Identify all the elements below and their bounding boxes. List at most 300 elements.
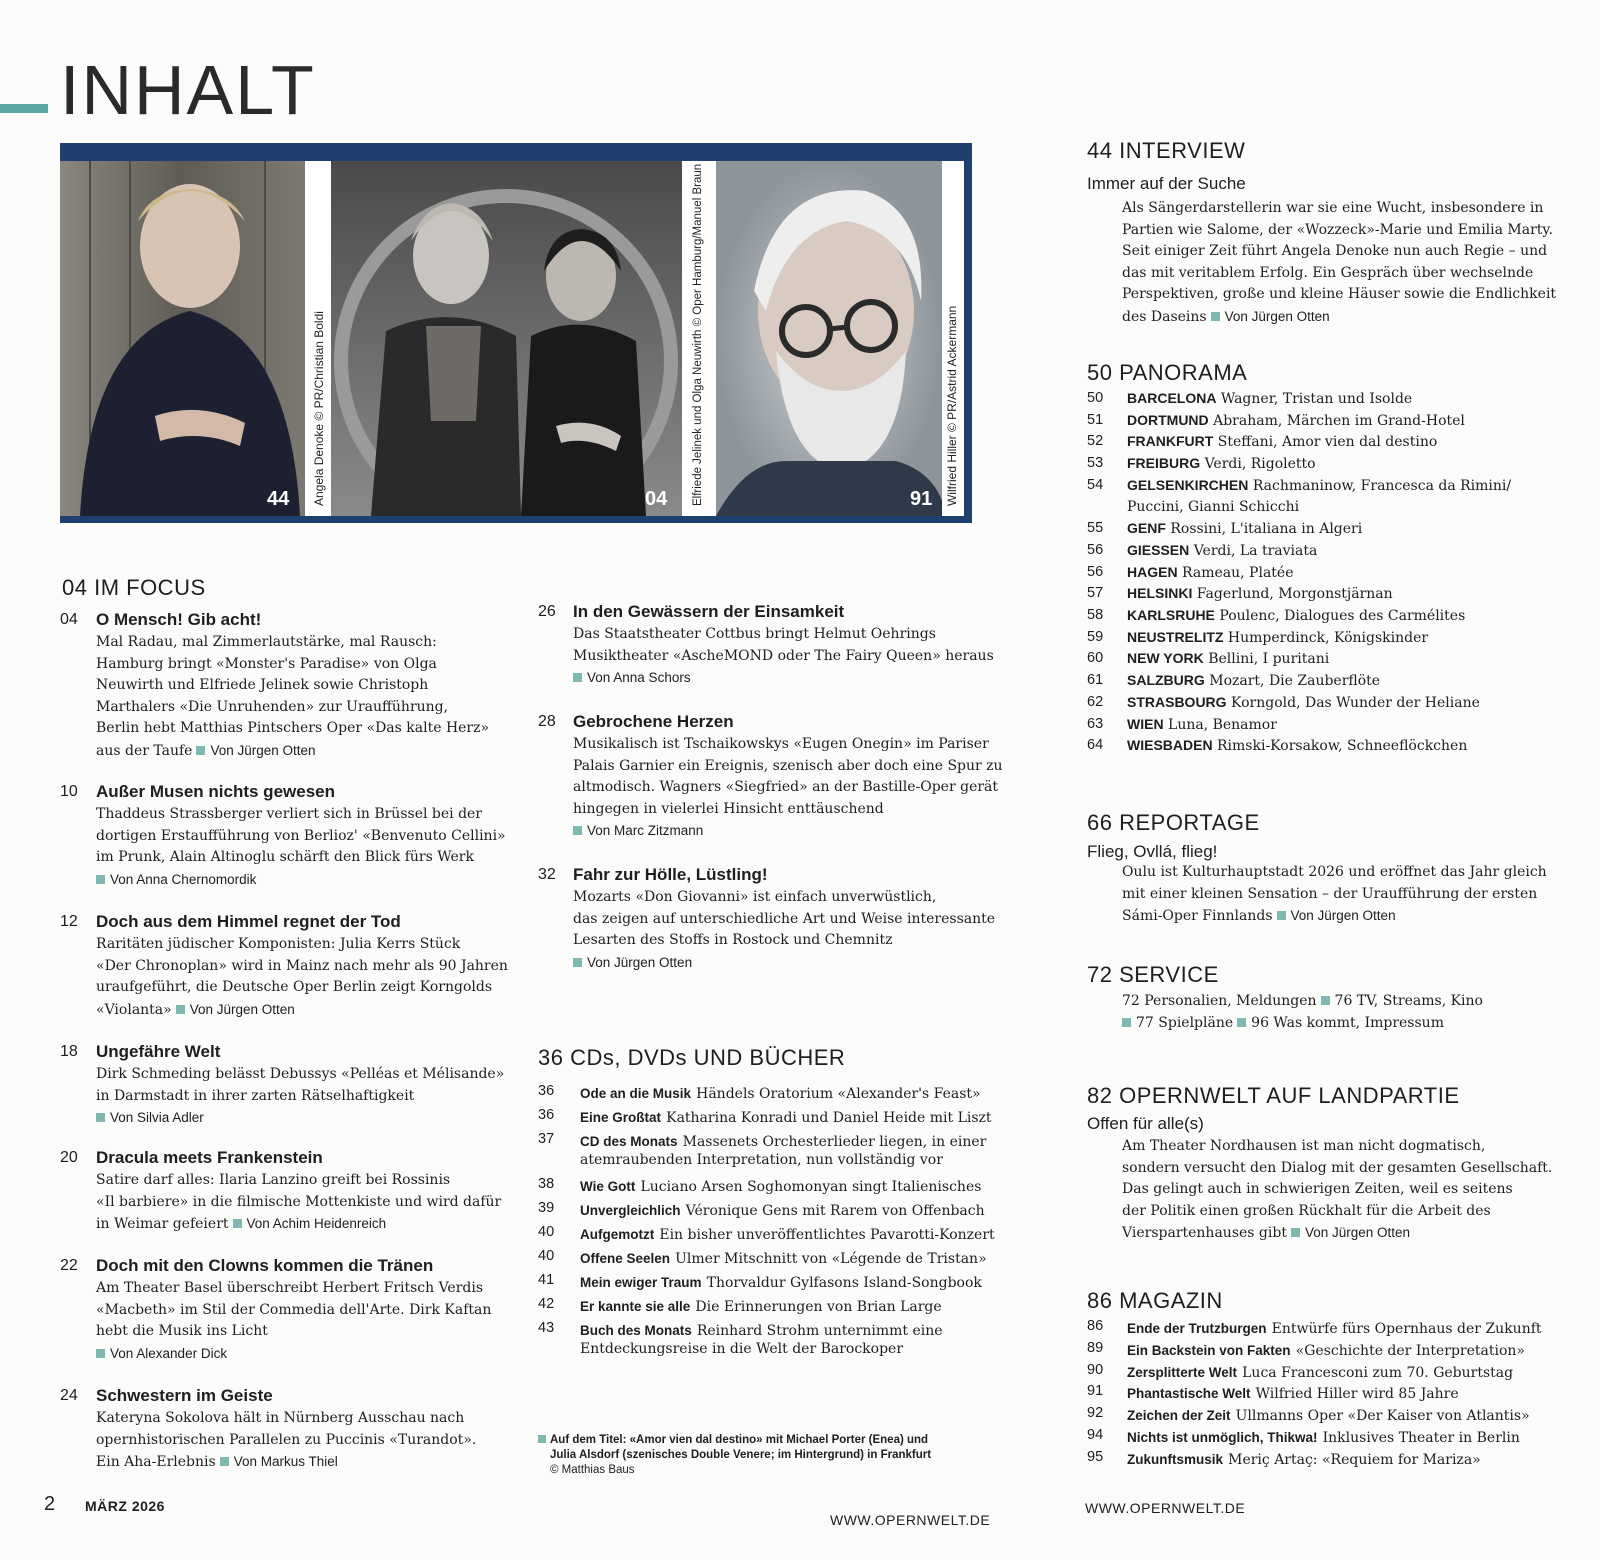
teaser-line: hebt die Musik ins Licht	[96, 1323, 268, 1339]
magazin-page-number: 91	[1087, 1383, 1104, 1400]
cover-note	[538, 1433, 931, 1478]
teaser-line: Satire darf alles: Ilaria Lanzino greift bei Rossinis	[96, 1172, 451, 1188]
article-title[interactable]: O Mensch! Gib acht!	[96, 610, 262, 629]
teaser-line: das zeigen auf unterschiedliche Art und Weise interessante	[573, 910, 996, 927]
cd-entry	[580, 1107, 992, 1126]
section-heading-reportage: 66 REPORTAGE	[1087, 810, 1260, 835]
panorama-item[interactable]	[1087, 672, 1567, 694]
teaser-line: Lesarten des Stoffs in Rostock und Chemnitz	[573, 932, 893, 948]
bullet-square	[1237, 1018, 1246, 1027]
magazin-description: Entwürfe fürs Opernhaus der Zukunft	[1271, 1321, 1542, 1337]
magazin-entry	[1127, 1427, 1520, 1446]
teaser-line: dortigen Erstaufführung von Berlioz' «Benvenuto Cellini»	[96, 827, 506, 844]
article-title[interactable]: In den Gewässern der Einsamkeit	[573, 602, 845, 621]
magazin-description: Luca Francesconi zum 70. Geburtstag	[1242, 1364, 1514, 1381]
bullet-square	[96, 875, 105, 884]
interview-title[interactable]: Immer auf der Suche	[1087, 174, 1246, 193]
article-title[interactable]: Außer Musen nichts gewesen	[96, 782, 335, 801]
cover-note-line-1: Auf dem Titel: «Amor vien dal destino» mit Michael Porter (Enea) und	[550, 1434, 929, 1446]
magazin-page-number: 90	[1087, 1361, 1104, 1378]
teaser-line: in Darmstadt in ihrer zarten Rätselhaftigkeit	[96, 1087, 415, 1104]
cd-entry	[580, 1320, 943, 1339]
panorama-work: Rameau, Platée	[1182, 564, 1294, 581]
magazin-entry	[1127, 1449, 1481, 1468]
teaser-line: «Il barbiere» in die filmische Mottenkiste und wird dafür	[96, 1193, 502, 1210]
panorama-city: NEUSTRELITZ	[1127, 628, 1224, 645]
cd-description: Katharina Konradi und Daniel Heide mit Liszt	[666, 1110, 992, 1126]
panorama-page-number: 52	[1087, 433, 1104, 450]
article-teaser	[96, 1408, 476, 1474]
panorama-city: FRANKFURT	[1127, 433, 1214, 450]
bullet-square	[220, 1457, 229, 1466]
cd-description-continued: atemraubenden Interpretation, nun vollständig vor	[580, 1152, 943, 1168]
panorama-work: Wagner, Tristan und Isolde	[1220, 391, 1413, 407]
panorama-work-continued: Puccini, Gianni Schicchi	[1127, 498, 1300, 515]
magazin-page-number: 86	[1087, 1318, 1104, 1334]
panorama-entry	[1127, 672, 1380, 689]
article-teaser	[96, 1170, 501, 1236]
panorama-work: Mozart, Die Zauberflöte	[1209, 673, 1381, 690]
article-page-number: 26	[538, 603, 556, 620]
article-teaser	[96, 1064, 504, 1130]
article-title[interactable]: Fahr zur Hölle, Lüstling!	[573, 865, 768, 884]
cd-title: CD des Monats	[580, 1134, 678, 1149]
bullet-square	[573, 958, 582, 967]
article-byline: Von Marc Zitzmann	[587, 823, 704, 838]
cd-title: Offene Seelen	[580, 1251, 671, 1266]
cd-title: Buch des Monats	[580, 1323, 692, 1338]
panorama-entry	[1127, 433, 1437, 450]
body-line: des Daseins Von Jürgen Otten	[1122, 308, 1330, 325]
panorama-city: HELSINKI	[1127, 585, 1193, 602]
photo-page-number-1: 44	[267, 488, 290, 510]
panorama-entry	[1127, 542, 1317, 559]
article-byline: Von Jürgen Otten	[1290, 908, 1396, 923]
cd-page-number: 36	[538, 1107, 555, 1123]
panorama-item[interactable]	[1087, 737, 1567, 759]
article-title[interactable]: Schwestern im Geiste	[96, 1386, 273, 1405]
article-byline: Von Anna Chernomordik	[110, 871, 257, 887]
cd-title: Mein ewiger Traum	[580, 1275, 702, 1290]
cd-entry	[580, 1296, 942, 1315]
cd-title: Aufgemotzt	[580, 1227, 655, 1242]
magazin-description: Inklusives Theater in Berlin	[1322, 1430, 1520, 1446]
service-item-tv[interactable]: 76 TV, Streams, Kino	[1334, 993, 1483, 1009]
article-title[interactable]: Doch mit den Clowns kommen die Tränen	[96, 1256, 434, 1275]
magazin-page-number: 89	[1087, 1339, 1104, 1356]
cd-description: Véronique Gens mit Rarem von Offenbach	[685, 1203, 985, 1219]
magazin-entry	[1127, 1340, 1525, 1359]
section-heading-interview: 44 INTERVIEW	[1087, 138, 1246, 163]
panorama-entry	[1127, 694, 1480, 711]
body-line: Am Theater Nordhausen ist man nicht dogmatisch,	[1122, 1138, 1486, 1154]
panorama-city: GELSENKIRCHEN	[1127, 476, 1249, 493]
body-line: Vierspartenhauses gibt Von Jürgen Otten	[1122, 1225, 1411, 1241]
website-link-right[interactable]: WWW.OPERNWELT.DE	[1085, 1500, 1246, 1516]
cd-page-number: 38	[538, 1176, 555, 1192]
panorama-city: KARLSRUHE	[1127, 607, 1215, 623]
cd-description: Thorvaldur Gylfasons Island-Songbook	[706, 1275, 982, 1291]
panorama-city: STRASBOURG	[1127, 693, 1227, 710]
panorama-work: Poulenc, Dialogues des Carmélites	[1219, 608, 1466, 624]
bullet-square	[1122, 1018, 1131, 1027]
teaser-line: opernhistorischen Parallelen zu Puccinis «Turandot».	[96, 1431, 477, 1448]
panorama-work: Rachmaninow, Francesca da Rimini/	[1252, 477, 1512, 494]
panorama-city: FREIBURG	[1127, 455, 1201, 472]
teaser-line: Am Theater Basel überschreibt Herbert Fritsch Verdis	[96, 1280, 484, 1296]
panorama-page-number: 60	[1087, 650, 1104, 667]
issue-date: MÄRZ 2026	[85, 1498, 165, 1514]
panorama-item[interactable]	[1087, 542, 1567, 564]
teaser-line: in Weimar gefeiert Von Achim Heidenreich	[96, 1216, 387, 1232]
article-byline: Von Jürgen Otten	[587, 954, 693, 970]
panorama-item[interactable]	[1087, 585, 1567, 607]
bullet-square	[196, 746, 205, 755]
magazin-page-number: 92	[1087, 1405, 1104, 1422]
cd-title: Wie Gott	[580, 1179, 636, 1194]
panorama-work: Verdi, Rigoletto	[1204, 456, 1316, 473]
teaser-line: Ein Aha-Erlebnis Von Markus Thiel	[96, 1454, 338, 1470]
panorama-item[interactable]	[1087, 564, 1567, 586]
magazin-description: Ullmanns Oper «Der Kaiser von Atlantis»	[1235, 1408, 1530, 1425]
photo-caption-3: Wilfried Hiller © PR/Astrid Ackermann	[945, 305, 959, 506]
panorama-page-number: 53	[1087, 455, 1104, 472]
website-link-left[interactable]: WWW.OPERNWELT.DE	[830, 1512, 991, 1528]
panorama-item[interactable]	[1087, 607, 1567, 629]
teaser-line: Berlin hebt Matthias Pintschers Oper «Das kalte Herz»	[96, 720, 490, 736]
panorama-page-number: 57	[1087, 585, 1104, 602]
panorama-page-number: 51	[1087, 411, 1104, 428]
article-page-number: 20	[60, 1149, 78, 1166]
cd-page-number: 40	[538, 1224, 555, 1240]
cd-entry	[580, 1200, 985, 1219]
teaser-line: Mal Radau, mal Zimmerlautstärke, mal Rausch:	[96, 634, 437, 650]
magazin-title: Ein Backstein von Fakten	[1127, 1342, 1291, 1358]
cd-entry	[580, 1131, 986, 1150]
bullet-square	[538, 1435, 546, 1443]
panorama-work: Humperdinck, Königskinder	[1227, 629, 1429, 646]
teaser-line: Marthalers «Die Unruhenden» zur Uraufführung,	[96, 698, 449, 715]
cd-entry	[580, 1248, 987, 1267]
bullet-square	[176, 1005, 185, 1014]
teaser-line: hingegen in vielerlei Hinsicht enttäuschend	[573, 800, 884, 817]
panorama-page-number: 58	[1087, 607, 1104, 623]
magazin-title: Nichts ist unmöglich, Thikwa!	[1127, 1430, 1318, 1445]
panorama-city: WIEN	[1127, 715, 1164, 732]
panorama-entry	[1127, 564, 1294, 581]
panorama-page-number: 64	[1087, 737, 1104, 754]
bullet-square	[1291, 1228, 1300, 1237]
panorama-item[interactable]	[1087, 520, 1567, 542]
panorama-item[interactable]	[1087, 629, 1567, 651]
page-number: 2	[44, 1493, 56, 1515]
panorama-work: Verdi, La traviata	[1193, 542, 1318, 559]
panorama-item[interactable]	[1087, 477, 1567, 499]
panorama-entry	[1127, 477, 1511, 494]
byline-line	[96, 869, 506, 892]
photo-page-number-2: 04	[645, 488, 668, 510]
body-line: mit einer kleinen Sensation – der Uraufführung der ersten	[1122, 885, 1538, 902]
article-title[interactable]: Ungefähre Welt	[96, 1042, 221, 1061]
panorama-page-number: 62	[1087, 693, 1104, 710]
magazin-title: Ende der Trutzburgen	[1127, 1321, 1267, 1336]
magazin-page-number: 94	[1087, 1427, 1104, 1443]
landpartie-title[interactable]: Offen für alle(s)	[1087, 1114, 1204, 1133]
byline-line	[573, 667, 994, 690]
article-byline: Von Markus Thiel	[233, 1454, 338, 1469]
body-line: Das gelingt auch in schwierigen Zeiten, weil es seitens	[1122, 1181, 1513, 1197]
cd-description: Reinhard Strohm unternimmt eine	[696, 1323, 943, 1339]
teaser-line: Das Staatstheater Cottbus bringt Helmut Oehrings	[573, 626, 936, 642]
article-byline: Von Silvia Adler	[110, 1110, 204, 1125]
panorama-entry	[1127, 737, 1467, 754]
magazin-entry	[1127, 1383, 1459, 1402]
article-teaser	[573, 734, 1003, 843]
section-heading-cds: 36 CDs, DVDs UND BÜCHER	[538, 1045, 846, 1070]
cd-description: Die Erinnerungen von Brian Large	[695, 1299, 942, 1315]
cd-list	[538, 1083, 998, 1373]
article-teaser	[96, 1278, 491, 1365]
cd-page-number: 42	[538, 1296, 555, 1312]
service-item-impressum[interactable]: 96 Was kommt, Impressum	[1251, 1014, 1444, 1031]
article-teaser	[573, 887, 995, 974]
body-line: Seit einiger Zeit führt Angela Denoke nun auch Regie – und	[1122, 243, 1548, 259]
cd-page-number: 43	[538, 1320, 555, 1336]
magazin-description: «Geschichte der Interpretation»	[1295, 1342, 1525, 1359]
panorama-city: GIESSEN	[1127, 541, 1190, 558]
section-heading-magazin: 86 MAGAZIN	[1087, 1288, 1223, 1313]
magazin-description: Wilfried Hiller wird 85 Jahre	[1255, 1386, 1459, 1403]
panorama-work: Abraham, Märchen im Grand-Hotel	[1213, 412, 1465, 429]
panorama-page-number: 56	[1087, 541, 1104, 558]
teaser-line: uraufgeführt, die Deutsche Oper Berlin zeigt Korngolds	[96, 979, 493, 995]
cd-page-number: 40	[538, 1248, 555, 1264]
panorama-city: BARCELONA	[1127, 390, 1217, 406]
magazin-list	[1087, 1318, 1577, 1478]
magazin-page-number: 95	[1087, 1448, 1104, 1465]
article-page-number: 18	[60, 1043, 78, 1060]
body-line: das mit veritablem Erfolg. Ein Gespräch über wechselnde	[1122, 264, 1534, 281]
panorama-work: Fagerlund, Morgonstjärnan	[1196, 586, 1393, 603]
section-heading-landpartie: 82 OPERNWELT AUF LANDPARTIE	[1087, 1083, 1460, 1108]
byline-line	[573, 952, 995, 975]
panorama-item[interactable]	[1087, 650, 1567, 672]
bullet-square	[1277, 911, 1286, 920]
article-page-number: 12	[60, 913, 78, 930]
reportage-body	[1122, 862, 1582, 928]
teaser-line: Dirk Schmeding belässt Debussys «Pelléas et Mélisande»	[96, 1066, 505, 1082]
panorama-item[interactable]	[1087, 412, 1567, 434]
article-byline: Von Jürgen Otten	[1304, 1225, 1411, 1240]
bullet-square	[233, 1219, 242, 1228]
article-teaser	[96, 934, 508, 1021]
cd-entry	[580, 1224, 995, 1243]
panorama-city: GENF	[1127, 520, 1166, 537]
bullet-square	[573, 826, 582, 835]
cd-page-number: 37	[538, 1131, 555, 1147]
teaser-line: aus der Taufe Von Jürgen Otten	[96, 742, 316, 759]
teaser-line: Hamburg bringt «Monster's Paradise» von Olga	[96, 655, 437, 672]
bullet-square	[96, 1349, 105, 1358]
panorama-entry	[1127, 455, 1316, 472]
article-page-number: 10	[60, 783, 78, 800]
panorama-entry	[1127, 585, 1393, 602]
panorama-item[interactable]	[1087, 390, 1567, 412]
cd-description-continued: Entdeckungsreise in die Welt der Barockoper	[580, 1341, 904, 1357]
panorama-entry	[1127, 629, 1428, 646]
cd-title: Er kannte sie alle	[580, 1299, 691, 1314]
body-line: Oulu ist Kulturhauptstadt 2026 und eröffnet das Jahr gleich	[1122, 864, 1547, 880]
panorama-page-number: 55	[1087, 520, 1104, 537]
magazin-entry	[1127, 1405, 1530, 1424]
teaser-line: Musiktheater «AscheMOND oder The Fairy Queen» heraus	[573, 647, 994, 664]
panorama-city: NEW YORK	[1127, 650, 1204, 667]
teaser-line: Palais Garnier ein Ereignis, szenisch aber doch eine Spur zu	[573, 757, 1003, 774]
article-byline: Von Anna Schors	[587, 670, 691, 685]
magazin-description: Meriç Artaç: «Requiem for Mariza»	[1228, 1451, 1481, 1468]
panorama-item[interactable]	[1087, 455, 1567, 477]
landpartie-body	[1122, 1136, 1582, 1245]
panorama-page-number: 61	[1087, 672, 1104, 689]
photo-caption-2: Elfriede Jelinek und Olga Neuwirth © Oper Hamburg/Manuel Braun	[692, 163, 704, 506]
article-page-number: 28	[538, 713, 556, 730]
body-line: Partien wie Salome, der «Wozzeck»-Marie und Emilia Marty.	[1122, 221, 1553, 238]
article-title[interactable]: Doch aus dem Himmel regnet der Tod	[96, 912, 401, 931]
article-byline: Von Alexander Dick	[110, 1345, 228, 1361]
panorama-entry	[1127, 520, 1362, 537]
panorama-page-number: 56	[1087, 563, 1104, 580]
cd-description: Ulmer Mitschnitt von «Légende de Tristan»	[675, 1251, 987, 1267]
cd-description: Massenets Orchesterlieder liegen, in einer	[682, 1134, 987, 1150]
magazin-entry	[1127, 1362, 1513, 1381]
body-line: der Politik einen großen Rückhalt für die Arbeit des	[1122, 1202, 1491, 1219]
cd-page-number: 39	[538, 1200, 555, 1216]
body-line: Sámi-Oper Finnlands Von Jürgen Otten	[1122, 908, 1396, 924]
photo-angela-denoke	[60, 161, 305, 516]
article-title[interactable]: Gebrochene Herzen	[573, 712, 734, 731]
article-byline: Von Jürgen Otten	[189, 1001, 295, 1017]
service-item-spielplaene[interactable]: 77 Spielpläne	[1136, 1014, 1234, 1031]
article-title[interactable]: Dracula meets Frankenstein	[96, 1148, 323, 1167]
article-page-number: 04	[60, 611, 78, 628]
teaser-line: Neuwirth und Elfriede Jelinek sowie Christoph	[96, 677, 429, 693]
body-line: Perspektiven, große und kleine Häuser sowie die Endlichkeit	[1122, 286, 1557, 302]
bullet-square	[96, 1113, 105, 1122]
panorama-item[interactable]	[1087, 716, 1567, 738]
service-item-personalien[interactable]: 72 Personalien, Meldungen	[1122, 993, 1317, 1009]
cd-description: Luciano Arsen Soghomonyan singt Italienisches	[640, 1179, 982, 1195]
magazin-title: Zersplitterte Welt	[1127, 1364, 1238, 1380]
byline-line	[96, 1107, 504, 1130]
photo-page-number-3: 91	[910, 488, 933, 510]
reportage-title[interactable]: Flieg, Ovllá, flieg!	[1087, 842, 1218, 861]
cd-entry	[580, 1272, 982, 1291]
photo-strip	[60, 143, 972, 523]
photo-caption-1: Angela Denoke © PR/Christian Boldi	[312, 311, 326, 506]
teaser-line: «Violanta» Von Jürgen Otten	[96, 1001, 295, 1018]
article-page-number: 24	[60, 1387, 78, 1404]
panorama-work: Rossini, L'italiana in Algeri	[1170, 521, 1363, 538]
panorama-entry	[1127, 390, 1412, 407]
magazin-title: Zukunftsmusik	[1127, 1451, 1224, 1467]
panorama-page-number: 63	[1087, 715, 1104, 732]
cd-title: Eine Großtat	[580, 1110, 662, 1125]
article-teaser	[573, 624, 994, 690]
panorama-item[interactable]	[1087, 433, 1567, 455]
panorama-work: Luna, Benamor	[1168, 716, 1277, 733]
panorama-work: Bellini, I puritani	[1208, 651, 1330, 668]
cd-entry	[580, 1083, 981, 1102]
cd-description: Händels Oratorium «Alexander's Feast»	[696, 1086, 981, 1102]
panorama-page-number: 50	[1087, 390, 1104, 406]
cd-title: Ode an die Musik	[580, 1086, 692, 1101]
teaser-line: «Macbeth» im Stil der Commedia dell'Arte. Dirk Kaftan	[96, 1301, 492, 1318]
teaser-line: Kateryna Sokolova hält in Nürnberg Ausschau nach	[96, 1410, 465, 1426]
panorama-entry	[1127, 650, 1329, 667]
bullet-square	[573, 673, 582, 682]
teaser-line: im Prunk, Alain Altinoglu schärft den Blick fürs Werk	[96, 849, 474, 865]
article-byline: Von Achim Heidenreich	[246, 1216, 387, 1231]
panorama-work: Korngold, Das Wunder der Heliane	[1231, 694, 1480, 711]
magazin-title: Phantastische Welt	[1127, 1386, 1251, 1402]
body-line: sondern versucht den Dialog mit der gesamten Gesellschaft.	[1122, 1159, 1553, 1176]
article-byline: Von Jürgen Otten	[210, 742, 316, 758]
article-page-number: 22	[60, 1257, 78, 1274]
panorama-entry	[1127, 412, 1465, 429]
panorama-item[interactable]	[1087, 694, 1567, 716]
cd-page-number: 41	[538, 1272, 555, 1288]
magazin-entry	[1127, 1318, 1542, 1337]
photo-jelinek-neuwirth	[331, 161, 682, 516]
panorama-entry	[1127, 607, 1465, 624]
panorama-work: Rimski-Korsakow, Schneeflöckchen	[1217, 738, 1468, 755]
body-line: Als Sängerdarstellerin war sie eine Wucht, insbesondere in	[1122, 200, 1544, 216]
cd-page-number: 36	[538, 1083, 555, 1099]
magazin-title: Zeichen der Zeit	[1127, 1408, 1231, 1424]
teaser-line: altmodisch. Wagners «Siegfried» an der Bastille-Oper gerät	[573, 779, 999, 795]
panorama-page-number: 54	[1087, 476, 1104, 493]
article-byline: Von Jürgen Otten	[1224, 308, 1330, 324]
teaser-line: Raritäten jüdischer Komponisten: Julia Kerrs Stück	[96, 936, 461, 952]
panorama-city: DORTMUND	[1127, 411, 1209, 428]
teaser-line: Musikalisch ist Tschaikowskys «Eugen Onegin» im Pariser	[573, 736, 989, 752]
photo-wilfried-hiller	[716, 161, 942, 516]
cover-note-credit: © Matthias Baus	[550, 1464, 635, 1476]
interview-body	[1122, 198, 1582, 328]
article-teaser	[96, 632, 489, 762]
teaser-line: Thaddeus Strassberger verliert sich in Brüssel bei der	[96, 806, 483, 822]
service-body	[1122, 991, 1483, 1034]
bullet-square	[1211, 312, 1220, 321]
panorama-page-number: 59	[1087, 628, 1104, 645]
panorama-city: SALZBURG	[1127, 672, 1205, 689]
panorama-list	[1087, 390, 1567, 770]
page-title: INHALT	[60, 51, 316, 129]
section-heading-focus: 04 IM FOCUS	[62, 575, 206, 600]
panorama-city: HAGEN	[1127, 563, 1178, 580]
teaser-line: «Der Chronoplan» wird in Mainz nach mehr als 90 Jahren	[96, 957, 508, 974]
byline-line	[96, 1343, 491, 1366]
byline-line	[573, 820, 1003, 843]
teaser-line: Mozarts «Don Giovanni» ist einfach unverwüstlich,	[573, 889, 937, 905]
panorama-work: Steffani, Amor vien dal destino	[1217, 434, 1438, 451]
cd-description: Ein bisher unveröffentlichtes Pavarotti-Konzert	[659, 1227, 995, 1243]
section-heading-panorama: 50 PANORAMA	[1087, 360, 1248, 385]
section-heading-service: 72 SERVICE	[1087, 962, 1219, 987]
bullet-square	[1321, 996, 1330, 1005]
cd-entry	[580, 1176, 981, 1195]
panorama-entry	[1127, 716, 1277, 733]
